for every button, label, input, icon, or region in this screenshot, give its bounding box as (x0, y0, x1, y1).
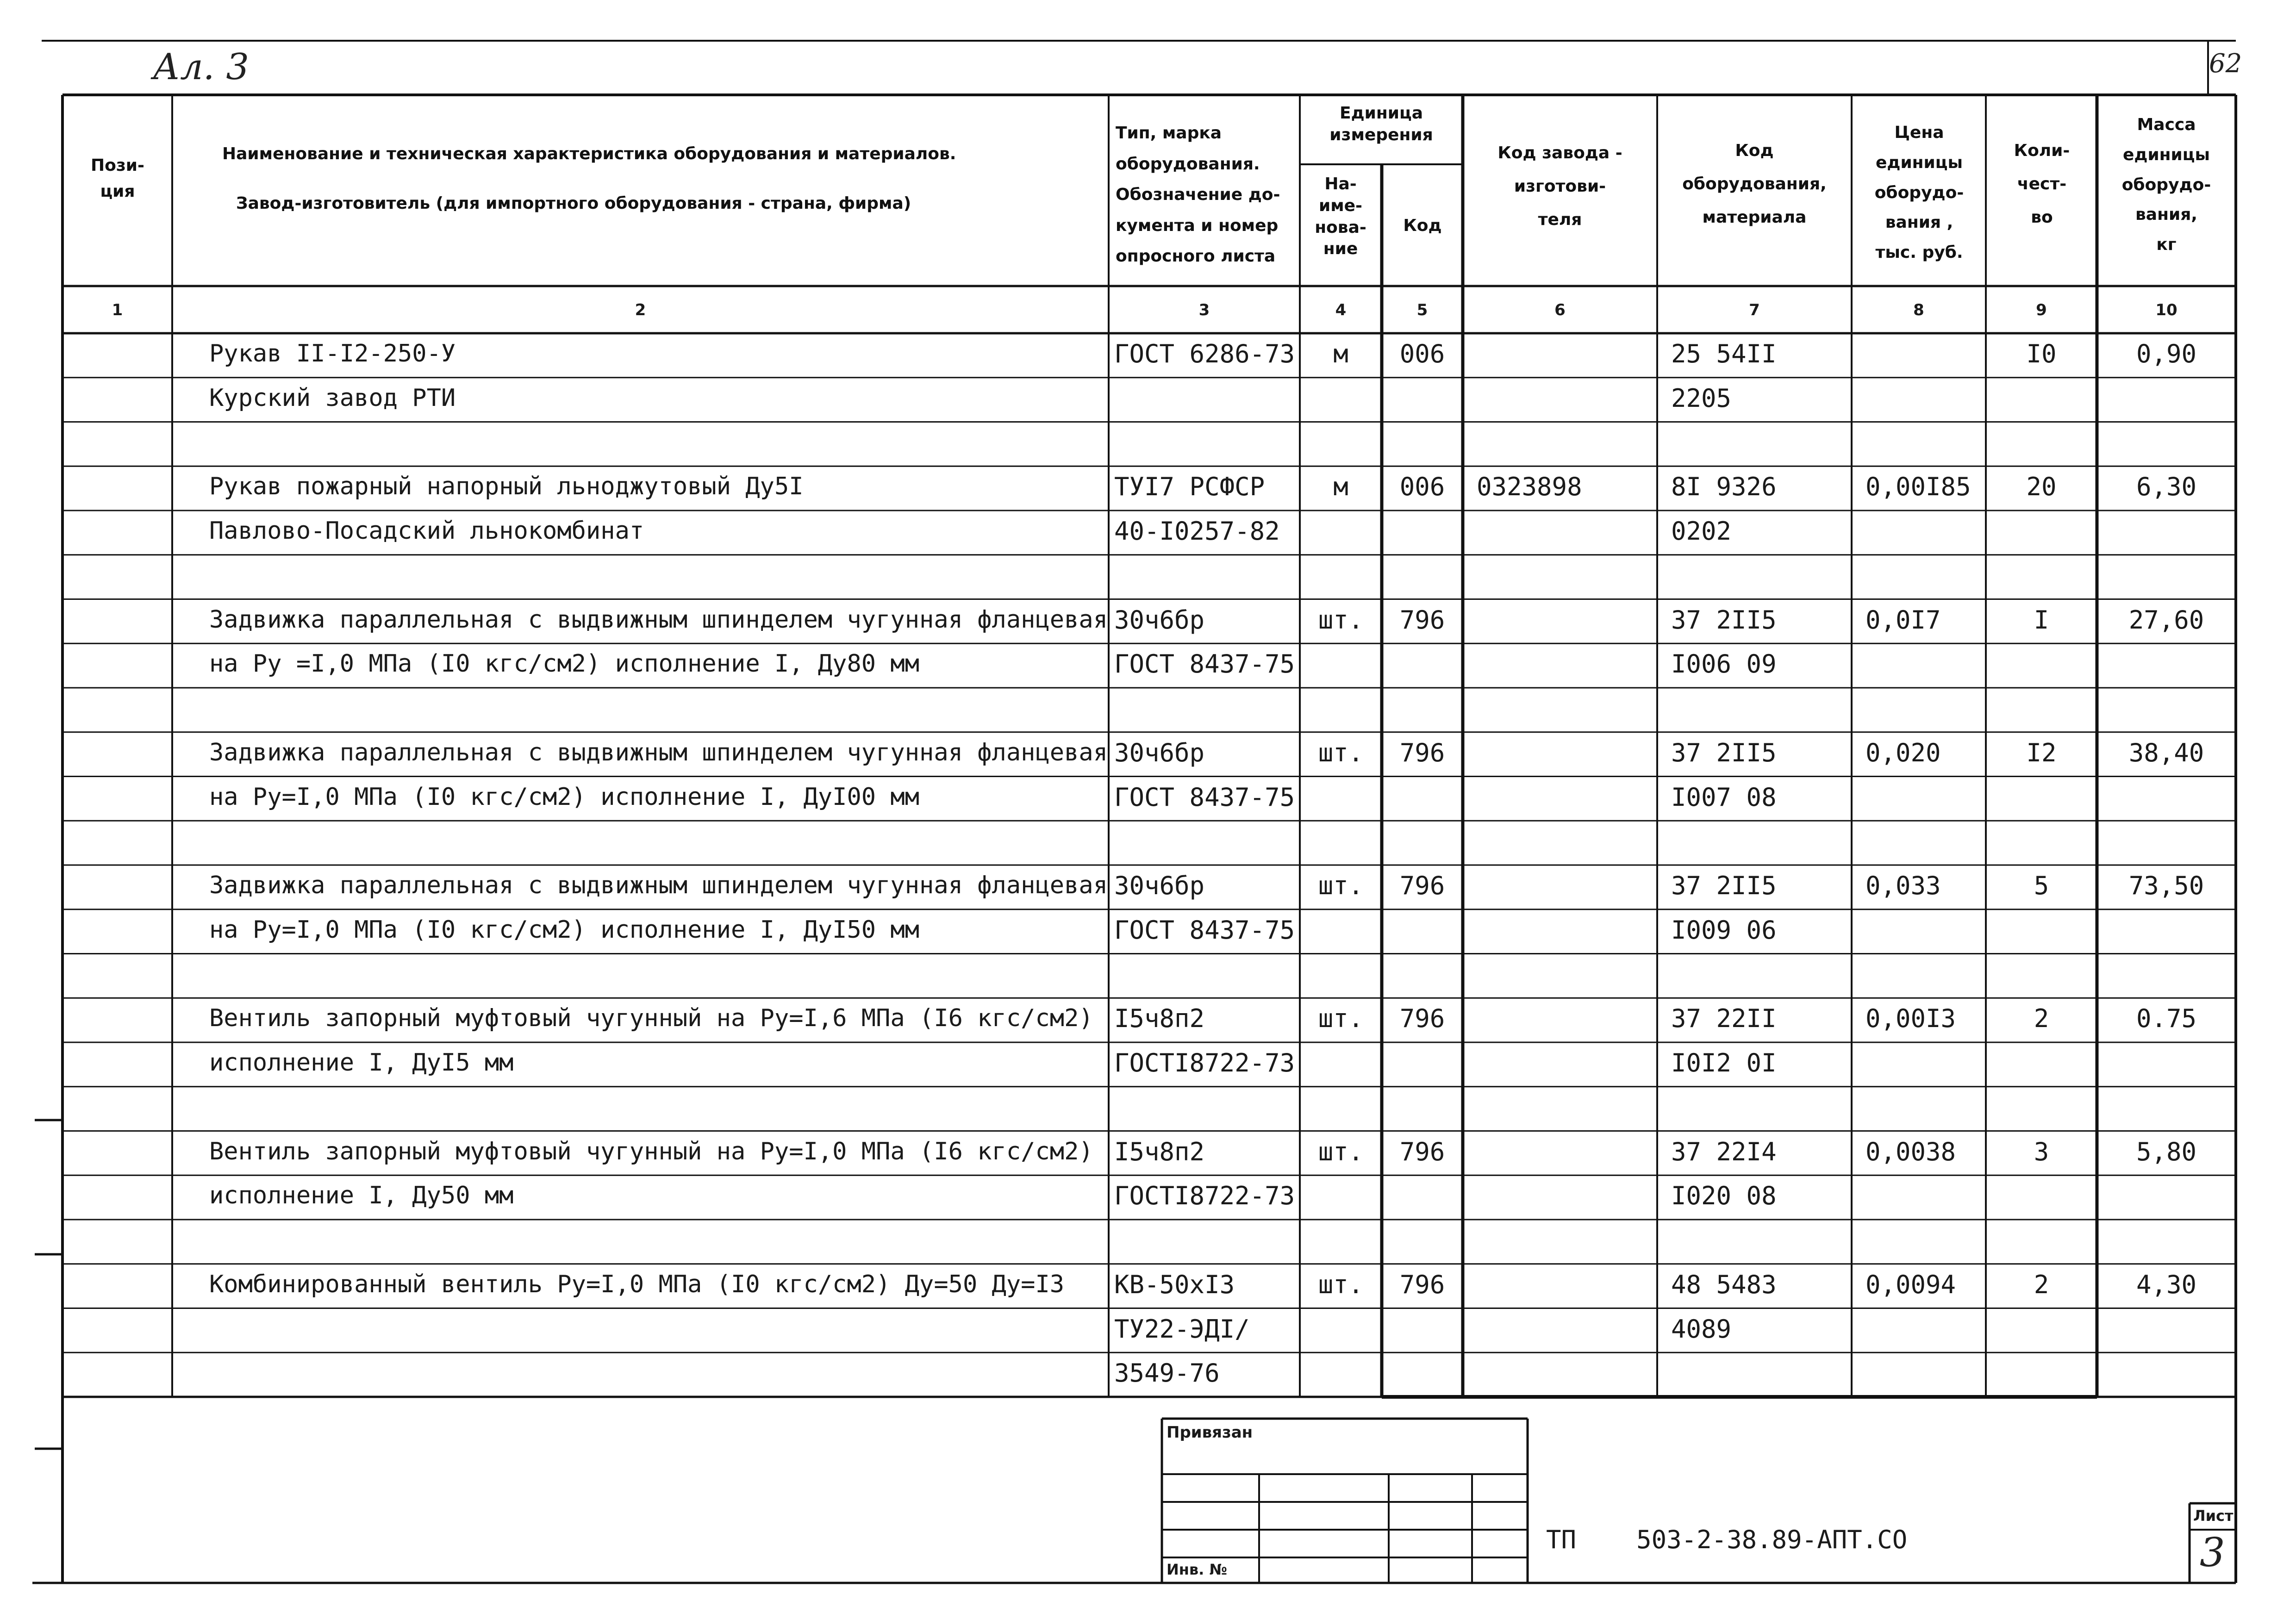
item-type: ТУ22-ЭДI/ (1114, 1314, 1250, 1344)
item-quantity: 3 (2034, 1137, 2049, 1166)
item-name: Вентиль запорный муфтовый чугунный на Ру=I,6 МПа (I6 кгс/см2) (209, 1004, 1093, 1033)
item-type: ГОСТ 8437-75 (1114, 782, 1295, 812)
column-number: 3 (1198, 301, 1210, 319)
item-unit: шт. (1318, 1270, 1364, 1299)
column-number: 1 (112, 301, 123, 319)
item-quantity: I0 (2026, 339, 2057, 368)
item-name: Комбинированный вентиль Ру=I,0 МПа (I0 кгс/см2) Ду=50 Ду=I3 (209, 1270, 1065, 1298)
item-code: 2205 (1671, 383, 1732, 413)
header-price: Цена единицы оборудо- вания , тыс. руб. (1874, 123, 1964, 262)
item-mass: 5,80 (2136, 1137, 2197, 1166)
item-quantity: I (2034, 605, 2049, 635)
header-type: Тип, марка оборудования. Обозначение до- кумента и номер опросного листа (1116, 124, 1280, 266)
item-code: 37 22II (1671, 1004, 1777, 1034)
item-name: Задвижка параллельная с выдвижным шпинделем чугунная фланцевая (209, 738, 1108, 766)
item-price: 0,0I7 (1866, 605, 1941, 635)
item-type: КВ-50хI3 (1114, 1270, 1235, 1299)
item-unit: м (1333, 472, 1348, 502)
item-name: Вентиль запорный муфтовый чугунный на Ру=I,0 МПа (I6 кгс/см2) (209, 1137, 1093, 1165)
column-number: 9 (2036, 301, 2047, 319)
column-number: 5 (1416, 301, 1428, 319)
item-unit: шт. (1318, 871, 1364, 900)
item-quantity: 2 (2034, 1270, 2049, 1299)
item-type: 30ч6бр (1114, 871, 1205, 900)
item-quantity: 5 (2034, 871, 2049, 900)
sheet-label: Лист (2193, 1507, 2234, 1525)
column-number: 6 (1554, 301, 1566, 319)
item-unit: м (1333, 339, 1348, 368)
column-number: 10 (2155, 301, 2177, 319)
item-mass: 6,30 (2136, 472, 2197, 502)
item-price: 0,0038 (1866, 1137, 1956, 1166)
item-maker-code: 0323898 (1477, 472, 1582, 502)
item-code: 37 22I4 (1671, 1137, 1777, 1166)
item-quantity: 2 (2034, 1004, 2049, 1034)
document-code: ТП 503-2-38.89-АПТ.СО (1546, 1525, 1908, 1554)
item-mass: 27,60 (2128, 605, 2204, 635)
header-unit-code: Код (1403, 216, 1442, 235)
header-name-line2: Завод-изготовитель (для импортного оборудования - страна, фирма) (236, 194, 911, 213)
item-code: 48 5483 (1671, 1270, 1777, 1299)
item-type: I5ч8п2 (1114, 1137, 1205, 1166)
header-unit-name: На- име- нова- ние (1315, 174, 1366, 259)
item-name: Рукав пожарный напорный льноджутовый Ду5I (209, 473, 804, 501)
item-code: 37 2II5 (1671, 605, 1777, 635)
item-mass: 0.75 (2136, 1004, 2197, 1034)
item-code: 37 2II5 (1671, 738, 1777, 767)
album-mark: Ал. 3 (153, 46, 249, 88)
item-code: 4089 (1671, 1314, 1732, 1344)
item-name: исполнение I, Ду50 мм (209, 1182, 514, 1210)
item-code: I007 08 (1671, 782, 1777, 812)
item-type: 40-I0257-82 (1114, 517, 1280, 546)
header-position: Пози- ция (91, 156, 144, 201)
header-unit: Единица измерения (1329, 104, 1433, 144)
header-name-line1: Наименование и техническая характеристика оборудования и материалов. (222, 144, 956, 163)
item-unit-code: 796 (1399, 1137, 1445, 1166)
item-code: I020 08 (1671, 1181, 1777, 1211)
item-code: 8I 9326 (1671, 472, 1777, 502)
item-mass: 73,50 (2128, 871, 2204, 900)
stamp-inv-no: Инв. № (1167, 1561, 1227, 1578)
item-type: I5ч8п2 (1114, 1004, 1205, 1034)
item-name: Курский завод РТИ (209, 384, 456, 412)
item-unit: шт. (1318, 1004, 1364, 1034)
item-quantity: 20 (2026, 472, 2057, 502)
item-name: Задвижка параллельная с выдвижным шпинделем чугунная фланцевая (209, 872, 1108, 899)
item-price: 0,033 (1866, 871, 1941, 900)
item-code: I0I2 0I (1671, 1048, 1777, 1077)
item-code: 25 54II (1671, 339, 1777, 368)
page-corner-number: 62 (2209, 49, 2242, 79)
item-name: Рукав II-I2-250-У (209, 340, 456, 367)
item-name: Задвижка параллельная с выдвижным шпинделем чугунная фланцевая (209, 605, 1108, 634)
item-name: Павлово-Посадский льнокомбинат (209, 517, 644, 545)
item-unit: шт. (1318, 738, 1364, 767)
item-type: ГОСТI8722-73 (1114, 1048, 1295, 1077)
item-type: 3549-76 (1114, 1358, 1220, 1388)
header-equipment-code: Код оборудования, материала (1682, 141, 1827, 227)
header-maker-code: Код завода - изготови- теля (1497, 143, 1622, 229)
item-price: 0,00I85 (1866, 472, 1971, 502)
item-code: I009 06 (1671, 915, 1777, 945)
item-mass: 0,90 (2136, 339, 2197, 368)
item-price: 0,020 (1866, 738, 1941, 767)
item-unit-code: 796 (1399, 1004, 1445, 1034)
item-unit-code: 796 (1399, 605, 1445, 635)
item-price: 0,0094 (1866, 1270, 1956, 1299)
item-unit-code: 796 (1399, 1270, 1445, 1299)
item-name: на Ру=I,0 МПа (I0 кгс/см2) исполнение I, ДуI50 мм (209, 915, 920, 944)
item-type: ГОСТ 8437-75 (1114, 915, 1295, 945)
stamp-privyazan: Привязан (1167, 1423, 1253, 1442)
item-mass: 4,30 (2136, 1270, 2197, 1299)
header-mass: Масса единицы оборудо- вания, кг (2121, 115, 2211, 255)
item-code: 0202 (1671, 517, 1732, 546)
item-type: 30ч6бр (1114, 605, 1205, 635)
item-name: на Ру =I,0 МПа (I0 кгс/см2) исполнение I, Ду80 мм (209, 650, 920, 678)
column-number: 7 (1749, 301, 1760, 319)
item-type: ГОСТI8722-73 (1114, 1181, 1295, 1211)
header-quantity: Коли- чест- во (2014, 141, 2070, 227)
item-name: исполнение I, ДуI5 мм (209, 1049, 514, 1077)
column-number: 4 (1335, 301, 1347, 319)
item-type: 30ч6бр (1114, 738, 1205, 767)
item-type: ГОСТ 6286-73 (1114, 339, 1295, 368)
item-type: ГОСТ 8437-75 (1114, 649, 1295, 679)
column-number: 2 (635, 301, 646, 319)
item-unit-code: 006 (1399, 472, 1445, 502)
item-code: I006 09 (1671, 649, 1777, 679)
item-name: на Ру=I,0 МПа (I0 кгс/см2) исполнение I, ДуI00 мм (209, 783, 920, 811)
item-type: ТУI7 РСФСР (1114, 472, 1265, 502)
item-unit-code: 006 (1399, 339, 1445, 368)
item-code: 37 2II5 (1671, 871, 1777, 900)
item-quantity: I2 (2026, 738, 2057, 767)
item-unit: шт. (1318, 605, 1364, 635)
item-unit: шт. (1318, 1137, 1364, 1166)
item-mass: 38,40 (2128, 738, 2204, 767)
item-unit-code: 796 (1399, 871, 1445, 900)
sheet-number: 3 (2200, 1530, 2225, 1576)
column-number: 8 (1913, 301, 1924, 319)
item-price: 0,00I3 (1866, 1004, 1956, 1034)
item-unit-code: 796 (1399, 738, 1445, 767)
